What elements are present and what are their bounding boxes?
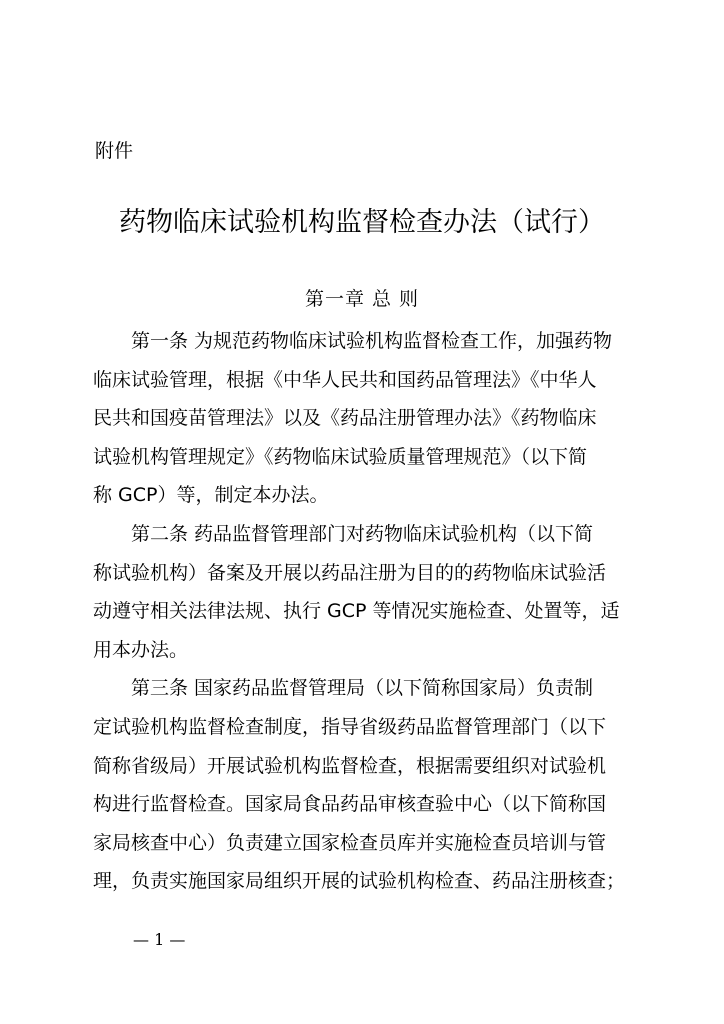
article-1-paragraph: 第一条 为规范药物临床试验机构监督检查工作，加强药物 临床试验管理，根据《中华人民共和国药品管理法》《中华人 民共和国疫苗管理法》以及《药品注册管理办法》《药物临床 试验机构管理规定》《药物临床试验质量管理规范》（以下简 称 GCP）等，制定本办法。	[93, 330, 613, 507]
chapter-heading: 第一章 总 则	[304, 288, 420, 310]
page-number: — 1 —	[133, 930, 186, 949]
article-3-paragraph: 第三条 国家药品监督管理局（以下简称国家局）负责制 定试验机构监督检查制度，指导省级药品监督管理部门（以下 简称省级局）开展试验机构监督检查，根据需要组织对试验机 构进行监督检查。国家局食品药品审核查验中心（以下简称国 家局核查中心）负责建立国家检查员库并实施检查员培训与管 理，负责实施国家局组织开展的试验机构检查、药品注册核查；	[93, 677, 626, 893]
document-title: 药物临床试验机构监督检查办法（试行）	[119, 207, 605, 238]
body-text	[93, 322, 633, 901]
article-2-paragraph: 第二条 药品监督管理部门对药物临床试验机构（以下简 称试验机构）备案及开展以药品注册为目的的药物临床试验活 动遵守相关法律法规、执行 GCP 等情况实施检查、处置等，适 用本办法。	[93, 522, 620, 661]
attachment-label: 附件	[95, 140, 134, 162]
